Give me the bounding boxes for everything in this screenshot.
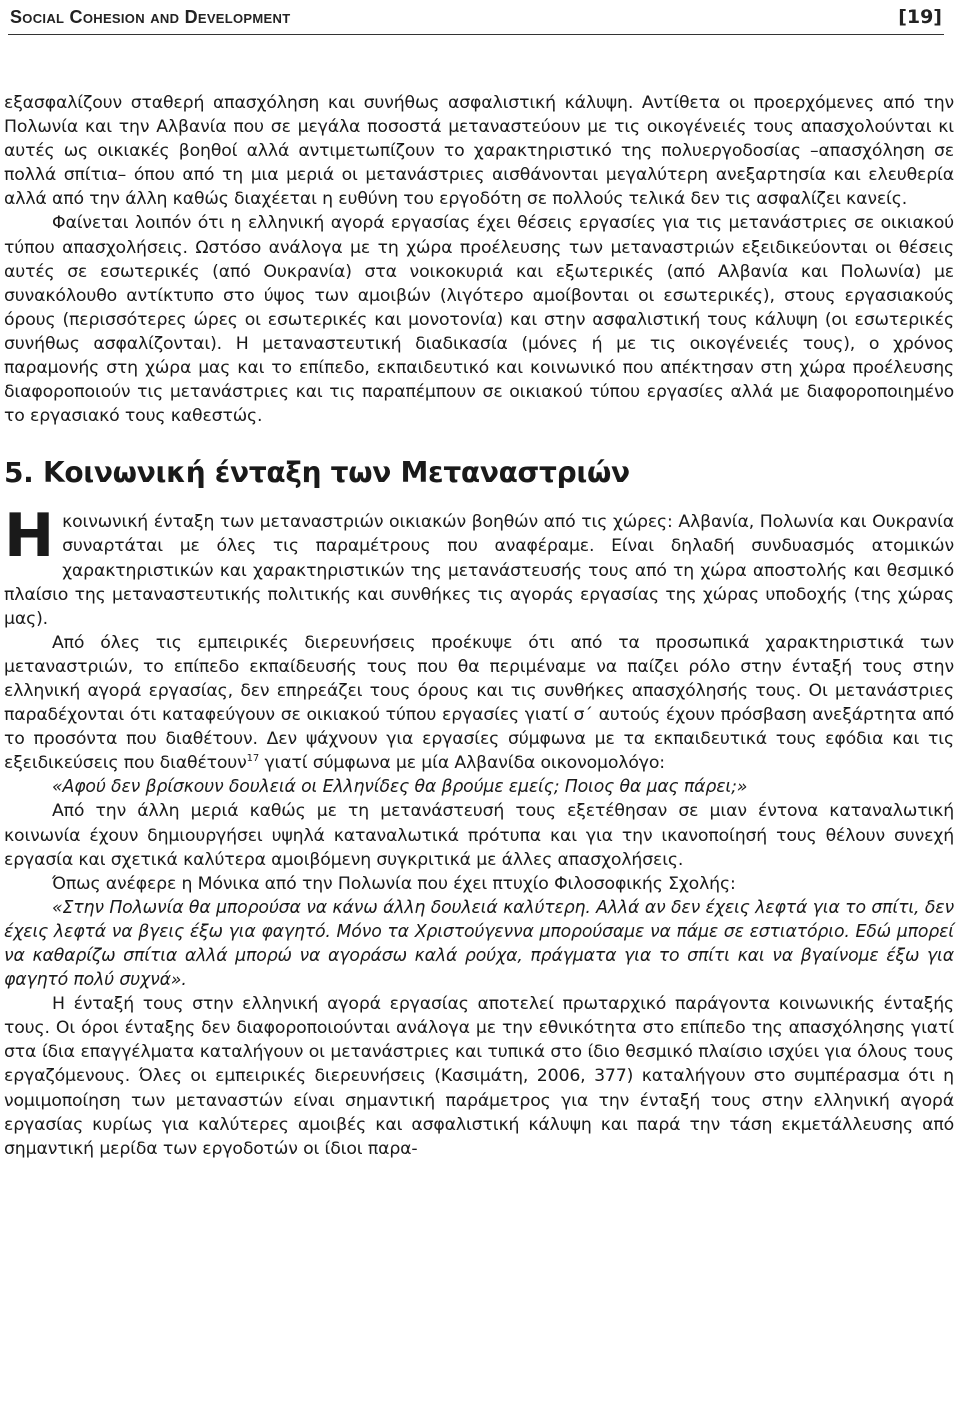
header-rule	[8, 34, 944, 35]
paragraph-text: γιατί σύμφωνα με μία Αλβανίδα οικονομολόγο:	[259, 753, 665, 774]
footnote-reference[interactable]: 17	[246, 753, 260, 765]
quotation: «Στην Πολωνία θα μπορούσα να κάνω άλλη δουλειά καλύτερη. Αλλά αν δεν έχεις λεφτά για το σπίτι, δεν έχεις λεφτά να βγεις έξω για φαγητό. Μόνο τα Χριστούγεννα μπορούσαμε να πάμε σε εστιατόριο. Εδώ μπορεί να καθαρίζω σπίτια αλλά μπορώ να αγοράσω καλά ρούχα, πράγματα για το σπίτι και να βγαίνομε έξω για φαγητό πολύ συχνά».	[4, 897, 954, 991]
paragraph: Από την άλλη μεριά καθώς με τη μετανάστευσή τους εξετέθησαν σε μιαν έντονα καταναλωτική κοινωνία έχουν δημιουργήσει υψηλά καταναλωτικά πρότυπα και για την ικανοποίησή τους θέλουν συνεχή εργασία και σχετικά καλύτερα αμοιβόμενη συγκριτικά με άλλες απασχολήσεις.	[4, 801, 954, 870]
quotation: «Αφού δεν βρίσκουν δουλειά οι Ελληνίδες θα βρούμε εμείς; Ποιος θα μας πάρει;»	[52, 777, 748, 798]
header-title: Social Cohesion and Development	[10, 7, 291, 27]
body-text	[4, 91, 954, 1161]
paragraph: Όπως ανέφερε η Μόνικα από την Πολωνία που έχει πτυχίο Φιλοσοφικής Σχολής:	[52, 873, 736, 894]
paragraph: Φαίνεται λοιπόν ότι η ελληνική αγορά εργασίας έχει θέσεις εργασίες για τις μετανάστριες σε οικιακού τύπου απασχολήσεις. Ωστόσο ανάλογα με τη χώρα προέλευσης των μεταναστριών εξειδικεύονται οι θέσεις αυτές σε εσωτερικές (από Ουκρανία) στα νοικοκυριά και εξωτερικές (από Αλβανία και Πολωνία) με συνακόλουθο αντίκτυπο στο ύψος των αμοιβών (λιγότερο αμοίβονται οι εσωτερικές), στους εργασιακούς όρους (περισσότερες ώρες οι εσωτερικές και μονοτονία) και στην ασφαλιστική τους κάλυψη (οι εσωτερικές συνήθως ασφαλίζονται). Η μεταναστευτική διαδικασία (μόνες ή με τις οικογένειές τους), ο χρόνος παραμονής στη χώρα μας και το επίπεδο, εκπαιδευτικό και κοινωνικό που απέκτησαν στη χώρα προέλευσης διαφοροποιούν τις μετανάστριες και τις παραπέμπουν σε οικιακού τύπου εργασίες αλλά με διαφοροποιημένο το εργασιακό τους καθεστώς.	[4, 213, 954, 427]
paragraph: εξασφαλίζουν σταθερή απασχόληση και συνήθως ασφαλιστική κάλυψη. Αντίθετα οι προερχόμενες από την Πολωνία και την Αλβανία που σε μεγάλα ποσοστά μεταναστεύουν με τις οικογένειές τους απασχολούνται κι αυτές ως οικιακές βοηθοί αλλά αντιμετωπίζουν το χαρακτηριστικό της πολυεργοδοσίας –απασχόληση σε πολλά σπίτια– όπου από τη μια μεριά οι μετανάστριες αισθάνονται μεγαλύτερη ανεξαρτησία και ελευθερία αλλά από την άλλη καθώς διαχέεται η ευθύνη του εργοδότη σε πολλούς τελικά δεν τις ασφαλίζει κανείς.	[4, 93, 954, 210]
paragraph	[4, 631, 954, 776]
page-number: [19]	[898, 6, 942, 28]
paragraph: Η ένταξή τους στην ελληνική αγορά εργασίας αποτελεί πρωταρχικό παράγοντα κοινωνικής ένταξής τους. Οι όροι ένταξης δεν διαφοροποιούνται ανάλογα με την εθνικότητα στο επίπεδο της απασχόλησης γιατί στα ίδια επαγγέλματα καταλήγουν οι μετανάστριες και τυπικά στο ίδιο θεσμικό πλαίσιο ισχύει για όλους τους εργαζόμενους. Όλες οι εμπειρικές διερευνήσεις (Κασιμάτη, 2006, 377) καταλήγουν στο συμπέρασμα ότι η νομιμοποίηση των μεταναστών είναι σημαντική παράμετρος για την ένταξή τους στην ελληνική αγορά εργασίας κυρίως για καλύτερες αμοιβές και ασφαλιστική κάλυψη και παρά την τάση εκμετάλλευσης από σημαντική μερίδα των εργοδοτών οι ίδιοι παρα-	[4, 994, 954, 1159]
section-heading: 5. Κοινωνική ένταξη των Μεταναστριών	[4, 456, 630, 490]
running-header	[4, 0, 950, 34]
section-first-paragraph	[4, 501, 954, 630]
first-paragraph-text: κοινωνική ένταξη των μεταναστριών οικιακών βοηθών από τις χώρες: Αλβανία, Πολωνία και Ουκρανία συναρτάται με όλες τις παραμέτρους που αναφέραμε. Είναι δηλαδή συνδυασμός ατομικών χαρακτηριστικών και χαρακτηριστικών της μετανάστευσής τους από τη χώρα αποστολής και θεσμικό πλαίσιο της μεταναστευτικής πολιτικής και συνθήκες τις αγοράς εργασίας της χώρας υποδοχής (της χώρας μας).	[4, 512, 954, 629]
paragraph-text: Από όλες τις εμπειρικές διερευνήσεις προέκυψε ότι από τα προσωπικά χαρακτηριστικά των μεταναστριών, το επίπεδο εκπαίδευσής τους που θα περιμέναμε να παίζει ρόλο στην ένταξή τους στην ελληνική αγορά εργασίας, δεν επηρεάζει τους όρους και τις συνθήκες απασχόλησής τους. Οι μετανάστριες παραδέχονται ότι καταφεύγουν σε οικιακού τύπου εργασίες γιατί σ΄ αυτούς έχουν πρόσβαση ανεξάρτητα από το προσόντα που διαθέτουν. Δεν ψάχνουν για εργασίες σύμφωνα με τα εκπαιδευτικά τους εφόδια και τις εξειδικεύσεις που διαθέτουν	[4, 632, 954, 774]
drop-cap: Η	[4, 501, 55, 572]
